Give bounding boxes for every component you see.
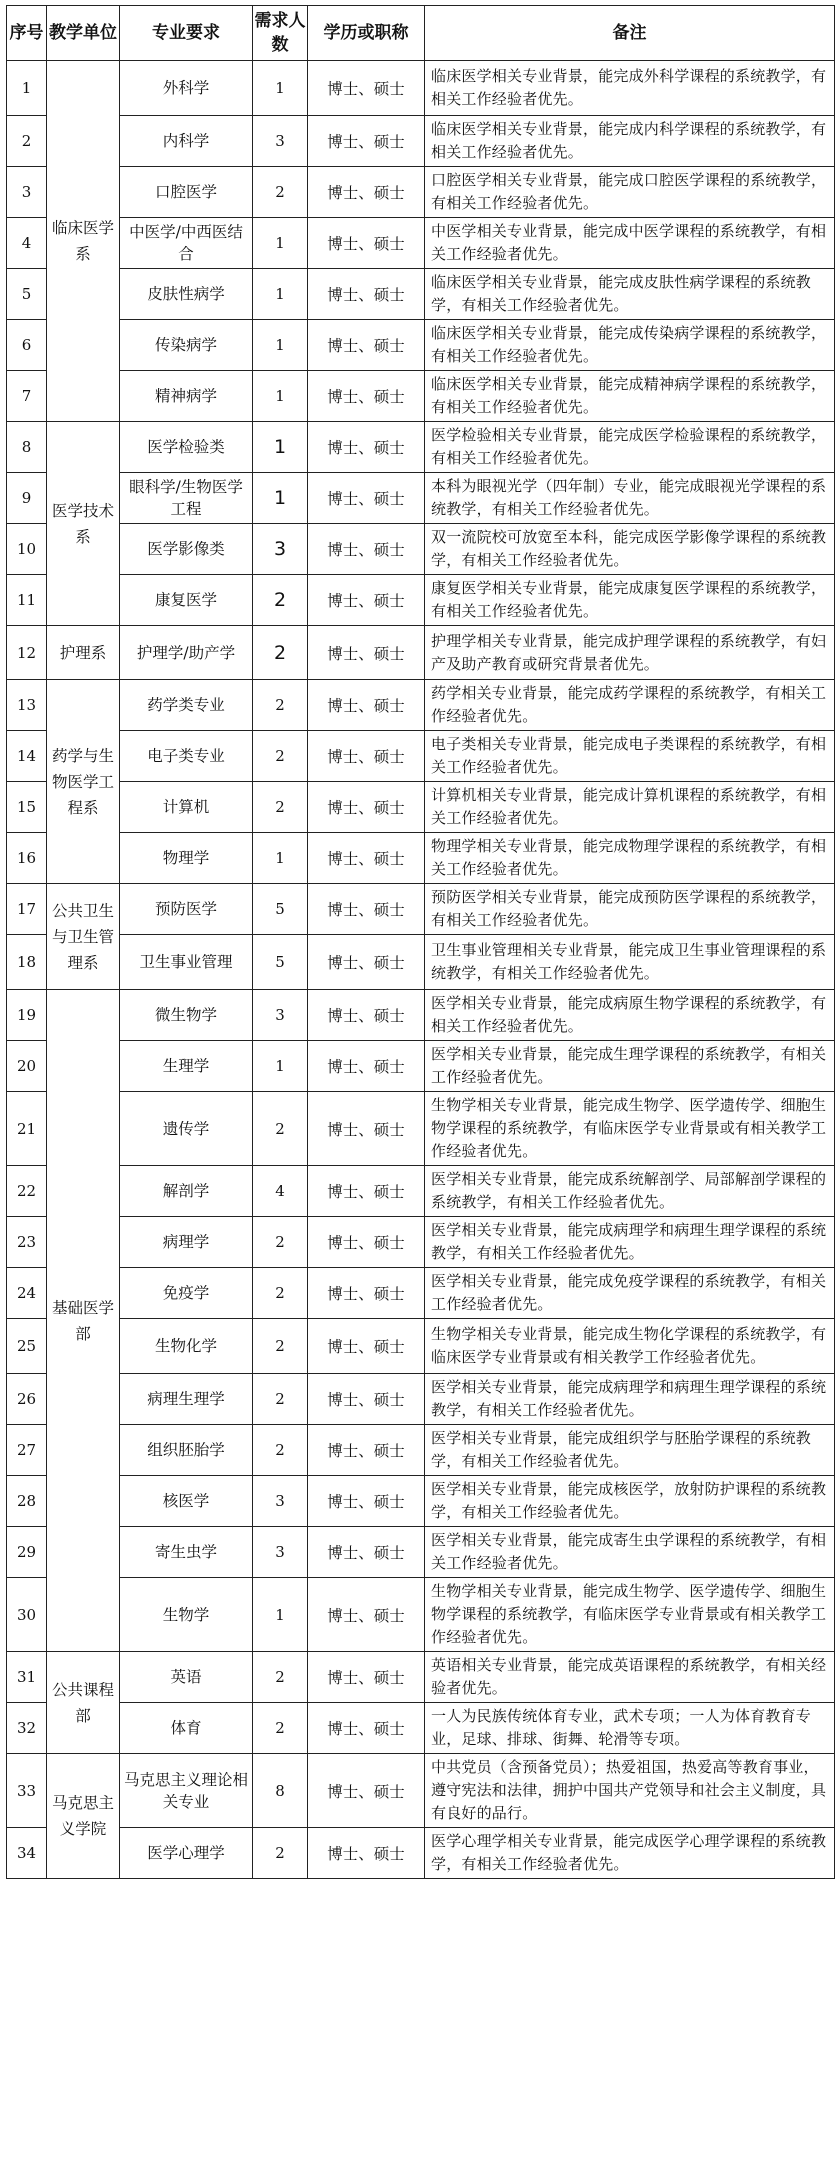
table-row	[7, 1828, 835, 1879]
table-row	[7, 116, 835, 167]
education-cell: 博士、硕士	[308, 1527, 425, 1578]
row-number-cell: 31	[7, 1652, 47, 1703]
headcount-cell: 1	[253, 371, 308, 422]
major-requirement-cell: 医学检验类	[120, 422, 253, 473]
education-cell: 博士、硕士	[308, 116, 425, 167]
remarks-cell: 临床医学相关专业背景，能完成皮肤性病学课程的系统教学，有相关工作经验者优先。	[425, 269, 835, 320]
row-number-cell: 22	[7, 1166, 47, 1217]
table-row	[7, 833, 835, 884]
remarks-cell: 医学相关专业背景，能完成组织学与胚胎学课程的系统教学，有相关工作经验者优先。	[425, 1425, 835, 1476]
major-requirement-cell: 遗传学	[120, 1092, 253, 1166]
remarks-cell: 临床医学相关专业背景，能完成精神病学课程的系统教学，有相关工作经验者优先。	[425, 371, 835, 422]
major-requirement-cell: 内科学	[120, 116, 253, 167]
major-requirement-cell: 外科学	[120, 61, 253, 116]
headcount-cell: 2	[253, 1703, 308, 1754]
remarks-cell: 物理学相关专业背景，能完成物理学课程的系统教学，有相关工作经验者优先。	[425, 833, 835, 884]
row-number-cell: 26	[7, 1374, 47, 1425]
education-cell: 博士、硕士	[308, 269, 425, 320]
headcount-cell: 1	[253, 833, 308, 884]
major-requirement-cell: 核医学	[120, 1476, 253, 1527]
headcount-cell: 1	[253, 473, 308, 524]
table-row	[7, 422, 835, 473]
remarks-cell: 生物学相关专业背景，能完成生物学、医学遗传学、细胞生物学课程的系统教学，有临床医学专业背景或有相关教学工作经验者优先。	[425, 1578, 835, 1652]
headcount-cell: 4	[253, 1166, 308, 1217]
row-number-cell: 25	[7, 1319, 47, 1374]
major-requirement-cell: 病理学	[120, 1217, 253, 1268]
row-number-cell: 18	[7, 935, 47, 990]
remarks-cell: 医学检验相关专业背景，能完成医学检验课程的系统教学，有相关工作经验者优先。	[425, 422, 835, 473]
table-row	[7, 1425, 835, 1476]
headcount-cell: 2	[253, 1268, 308, 1319]
education-cell: 博士、硕士	[308, 371, 425, 422]
education-cell: 博士、硕士	[308, 1166, 425, 1217]
row-number-cell: 21	[7, 1092, 47, 1166]
headcount-cell: 2	[253, 626, 308, 680]
table-row	[7, 269, 835, 320]
education-cell: 博士、硕士	[308, 1476, 425, 1527]
row-number-cell: 29	[7, 1527, 47, 1578]
row-number-cell: 14	[7, 731, 47, 782]
education-cell: 博士、硕士	[308, 1092, 425, 1166]
education-cell: 博士、硕士	[308, 935, 425, 990]
table-row	[7, 167, 835, 218]
row-number-cell: 12	[7, 626, 47, 680]
major-requirement-cell: 传染病学	[120, 320, 253, 371]
table-row	[7, 1652, 835, 1703]
remarks-cell: 英语相关专业背景，能完成英语课程的系统教学，有相关经验者优先。	[425, 1652, 835, 1703]
education-cell: 博士、硕士	[308, 1041, 425, 1092]
headcount-cell: 2	[253, 1319, 308, 1374]
remarks-cell: 生物学相关专业背景，能完成生物化学课程的系统教学，有临床医学专业背景或有相关教学工作经验者优先。	[425, 1319, 835, 1374]
remarks-cell: 计算机相关专业背景，能完成计算机课程的系统教学，有相关工作经验者优先。	[425, 782, 835, 833]
headcount-cell: 3	[253, 116, 308, 167]
education-cell: 博士、硕士	[308, 61, 425, 116]
major-requirement-cell: 寄生虫学	[120, 1527, 253, 1578]
table-row	[7, 1217, 835, 1268]
education-cell: 博士、硕士	[308, 1652, 425, 1703]
table-row	[7, 1092, 835, 1166]
education-cell: 博士、硕士	[308, 884, 425, 935]
major-requirement-cell: 精神病学	[120, 371, 253, 422]
education-cell: 博士、硕士	[308, 626, 425, 680]
row-number-cell: 34	[7, 1828, 47, 1879]
teaching-unit-cell: 公共卫生与卫生管理系	[47, 884, 120, 990]
table-row	[7, 935, 835, 990]
remarks-cell: 护理学相关专业背景，能完成护理学课程的系统教学，有妇产及助产教育或研究背景者优先。	[425, 626, 835, 680]
education-cell: 博士、硕士	[308, 1425, 425, 1476]
row-number-cell: 8	[7, 422, 47, 473]
row-number-cell: 16	[7, 833, 47, 884]
headcount-cell: 2	[253, 1092, 308, 1166]
table-row	[7, 320, 835, 371]
major-requirement-cell: 病理生理学	[120, 1374, 253, 1425]
remarks-cell: 电子类相关专业背景，能完成电子类课程的系统教学，有相关工作经验者优先。	[425, 731, 835, 782]
row-number-cell: 20	[7, 1041, 47, 1092]
header-major: 专业要求	[120, 6, 253, 61]
headcount-cell: 3	[253, 990, 308, 1041]
remarks-cell: 医学相关专业背景，能完成病理学和病理生理学课程的系统教学，有相关工作经验者优先。	[425, 1217, 835, 1268]
table-row	[7, 731, 835, 782]
table-row	[7, 1476, 835, 1527]
table-row	[7, 218, 835, 269]
headcount-cell: 2	[253, 575, 308, 626]
row-number-cell: 33	[7, 1754, 47, 1828]
major-requirement-cell: 物理学	[120, 833, 253, 884]
recruitment-table-container	[6, 5, 834, 1879]
major-requirement-cell: 计算机	[120, 782, 253, 833]
education-cell: 博士、硕士	[308, 731, 425, 782]
headcount-cell: 3	[253, 1476, 308, 1527]
row-number-cell: 17	[7, 884, 47, 935]
table-row	[7, 1374, 835, 1425]
table-row	[7, 782, 835, 833]
major-requirement-cell: 免疫学	[120, 1268, 253, 1319]
major-requirement-cell: 口腔医学	[120, 167, 253, 218]
remarks-cell: 医学相关专业背景，能完成核医学，放射防护课程的系统教学，有相关工作经验者优先。	[425, 1476, 835, 1527]
headcount-cell: 2	[253, 1217, 308, 1268]
major-requirement-cell: 眼科学/生物医学工程	[120, 473, 253, 524]
major-requirement-cell: 药学类专业	[120, 680, 253, 731]
remarks-cell: 口腔医学相关专业背景，能完成口腔医学课程的系统教学，有相关工作经验者优先。	[425, 167, 835, 218]
education-cell: 博士、硕士	[308, 1268, 425, 1319]
headcount-cell: 8	[253, 1754, 308, 1828]
teaching-unit-cell: 基础医学部	[47, 990, 120, 1652]
row-number-cell: 13	[7, 680, 47, 731]
education-cell: 博士、硕士	[308, 680, 425, 731]
education-cell: 博士、硕士	[308, 1703, 425, 1754]
education-cell: 博士、硕士	[308, 833, 425, 884]
headcount-cell: 2	[253, 1425, 308, 1476]
headcount-cell: 2	[253, 731, 308, 782]
major-requirement-cell: 组织胚胎学	[120, 1425, 253, 1476]
headcount-cell: 3	[253, 1527, 308, 1578]
education-cell: 博士、硕士	[308, 320, 425, 371]
teaching-unit-cell: 马克思主义学院	[47, 1754, 120, 1879]
remarks-cell: 一人为民族传统体育专业，武术专项；一人为体育教育专业，足球、排球、街舞、轮滑等专项。	[425, 1703, 835, 1754]
table-row	[7, 524, 835, 575]
row-number-cell: 19	[7, 990, 47, 1041]
education-cell: 博士、硕士	[308, 167, 425, 218]
row-number-cell: 10	[7, 524, 47, 575]
major-requirement-cell: 生物化学	[120, 1319, 253, 1374]
education-cell: 博士、硕士	[308, 990, 425, 1041]
row-number-cell: 23	[7, 1217, 47, 1268]
headcount-cell: 2	[253, 167, 308, 218]
remarks-cell: 临床医学相关专业背景，能完成外科学课程的系统教学，有相关工作经验者优先。	[425, 61, 835, 116]
education-cell: 博士、硕士	[308, 524, 425, 575]
header-count: 需求人数	[253, 6, 308, 61]
headcount-cell: 1	[253, 269, 308, 320]
major-requirement-cell: 医学心理学	[120, 1828, 253, 1879]
education-cell: 博士、硕士	[308, 1578, 425, 1652]
education-cell: 博士、硕士	[308, 1754, 425, 1828]
headcount-cell: 2	[253, 680, 308, 731]
table-row	[7, 680, 835, 731]
table-row	[7, 371, 835, 422]
table-row	[7, 473, 835, 524]
remarks-cell: 生物学相关专业背景，能完成生物学、医学遗传学、细胞生物学课程的系统教学，有临床医学专业背景或有相关教学工作经验者优先。	[425, 1092, 835, 1166]
major-requirement-cell: 电子类专业	[120, 731, 253, 782]
major-requirement-cell: 卫生事业管理	[120, 935, 253, 990]
major-requirement-cell: 医学影像类	[120, 524, 253, 575]
remarks-cell: 预防医学相关专业背景，能完成预防医学课程的系统教学，有相关工作经验者优先。	[425, 884, 835, 935]
row-number-cell: 2	[7, 116, 47, 167]
headcount-cell: 1	[253, 422, 308, 473]
row-number-cell: 15	[7, 782, 47, 833]
remarks-cell: 临床医学相关专业背景，能完成内科学课程的系统教学，有相关工作经验者优先。	[425, 116, 835, 167]
major-requirement-cell: 皮肤性病学	[120, 269, 253, 320]
major-requirement-cell: 预防医学	[120, 884, 253, 935]
headcount-cell: 1	[253, 1578, 308, 1652]
row-number-cell: 32	[7, 1703, 47, 1754]
row-number-cell: 27	[7, 1425, 47, 1476]
headcount-cell: 1	[253, 1041, 308, 1092]
education-cell: 博士、硕士	[308, 422, 425, 473]
education-cell: 博士、硕士	[308, 1828, 425, 1879]
teaching-unit-cell: 护理系	[47, 626, 120, 680]
table-row	[7, 1166, 835, 1217]
table-row	[7, 1268, 835, 1319]
education-cell: 博士、硕士	[308, 1374, 425, 1425]
remarks-cell: 医学相关专业背景，能完成病原生物学课程的系统教学，有相关工作经验者优先。	[425, 990, 835, 1041]
headcount-cell: 2	[253, 1652, 308, 1703]
teaching-unit-cell: 公共课程部	[47, 1652, 120, 1754]
remarks-cell: 双一流院校可放宽至本科，能完成医学影像学课程的系统教学，有相关工作经验者优先。	[425, 524, 835, 575]
remarks-cell: 医学相关专业背景，能完成生理学课程的系统教学，有相关工作经验者优先。	[425, 1041, 835, 1092]
row-number-cell: 4	[7, 218, 47, 269]
header-no: 序号	[7, 6, 47, 61]
remarks-cell: 医学相关专业背景，能完成系统解剖学、局部解剖学课程的系统教学，有相关工作经验者优先。	[425, 1166, 835, 1217]
table-body	[7, 61, 835, 1879]
remarks-cell: 卫生事业管理相关专业背景，能完成卫生事业管理课程的系统教学，有相关工作经验者优先。	[425, 935, 835, 990]
remarks-cell: 本科为眼视光学（四年制）专业，能完成眼视光学课程的系统教学，有相关工作经验者优先。	[425, 473, 835, 524]
header-edu: 学历或职称	[308, 6, 425, 61]
row-number-cell: 7	[7, 371, 47, 422]
row-number-cell: 5	[7, 269, 47, 320]
remarks-cell: 医学心理学相关专业背景，能完成医学心理学课程的系统教学，有相关工作经验者优先。	[425, 1828, 835, 1879]
major-requirement-cell: 生物学	[120, 1578, 253, 1652]
header-row	[7, 6, 835, 61]
headcount-cell: 1	[253, 61, 308, 116]
table-row	[7, 1754, 835, 1828]
major-requirement-cell: 英语	[120, 1652, 253, 1703]
remarks-cell: 康复医学相关专业背景，能完成康复医学课程的系统教学，有相关工作经验者优先。	[425, 575, 835, 626]
remarks-cell: 中共党员（含预备党员）；热爱祖国，热爱高等教育事业，遵守宪法和法律，拥护中国共产党领导和社会主义制度，具有良好的品行。	[425, 1754, 835, 1828]
table-row	[7, 1527, 835, 1578]
headcount-cell: 1	[253, 218, 308, 269]
headcount-cell: 2	[253, 1374, 308, 1425]
remarks-cell: 医学相关专业背景，能完成寄生虫学课程的系统教学，有相关工作经验者优先。	[425, 1527, 835, 1578]
table-row	[7, 1703, 835, 1754]
headcount-cell: 1	[253, 320, 308, 371]
row-number-cell: 6	[7, 320, 47, 371]
table-row	[7, 884, 835, 935]
row-number-cell: 11	[7, 575, 47, 626]
row-number-cell: 1	[7, 61, 47, 116]
table-row	[7, 61, 835, 116]
row-number-cell: 28	[7, 1476, 47, 1527]
education-cell: 博士、硕士	[308, 575, 425, 626]
major-requirement-cell: 生理学	[120, 1041, 253, 1092]
row-number-cell: 24	[7, 1268, 47, 1319]
teaching-unit-cell: 临床医学系	[47, 61, 120, 422]
education-cell: 博士、硕士	[308, 473, 425, 524]
table-row	[7, 990, 835, 1041]
remarks-cell: 医学相关专业背景，能完成免疫学课程的系统教学，有相关工作经验者优先。	[425, 1268, 835, 1319]
education-cell: 博士、硕士	[308, 782, 425, 833]
remarks-cell: 药学相关专业背景，能完成药学课程的系统教学，有相关工作经验者优先。	[425, 680, 835, 731]
row-number-cell: 30	[7, 1578, 47, 1652]
major-requirement-cell: 康复医学	[120, 575, 253, 626]
headcount-cell: 5	[253, 935, 308, 990]
recruitment-table	[6, 5, 835, 1879]
headcount-cell: 2	[253, 1828, 308, 1879]
table-row	[7, 1578, 835, 1652]
row-number-cell: 3	[7, 167, 47, 218]
remarks-cell: 医学相关专业背景，能完成病理学和病理生理学课程的系统教学，有相关工作经验者优先。	[425, 1374, 835, 1425]
education-cell: 博士、硕士	[308, 1217, 425, 1268]
major-requirement-cell: 解剖学	[120, 1166, 253, 1217]
header-unit: 教学单位	[47, 6, 120, 61]
education-cell: 博士、硕士	[308, 1319, 425, 1374]
headcount-cell: 3	[253, 524, 308, 575]
headcount-cell: 5	[253, 884, 308, 935]
major-requirement-cell: 护理学/助产学	[120, 626, 253, 680]
table-row	[7, 1041, 835, 1092]
remarks-cell: 临床医学相关专业背景，能完成传染病学课程的系统教学，有相关工作经验者优先。	[425, 320, 835, 371]
education-cell: 博士、硕士	[308, 218, 425, 269]
major-requirement-cell: 马克思主义理论相关专业	[120, 1754, 253, 1828]
headcount-cell: 2	[253, 782, 308, 833]
header-note: 备注	[425, 6, 835, 61]
remarks-cell: 中医学相关专业背景，能完成中医学课程的系统教学，有相关工作经验者优先。	[425, 218, 835, 269]
row-number-cell: 9	[7, 473, 47, 524]
major-requirement-cell: 中医学/中西医结合	[120, 218, 253, 269]
major-requirement-cell: 微生物学	[120, 990, 253, 1041]
teaching-unit-cell: 药学与生物医学工程系	[47, 680, 120, 884]
table-row	[7, 1319, 835, 1374]
major-requirement-cell: 体育	[120, 1703, 253, 1754]
teaching-unit-cell: 医学技术系	[47, 422, 120, 626]
table-row	[7, 575, 835, 626]
table-row	[7, 626, 835, 680]
